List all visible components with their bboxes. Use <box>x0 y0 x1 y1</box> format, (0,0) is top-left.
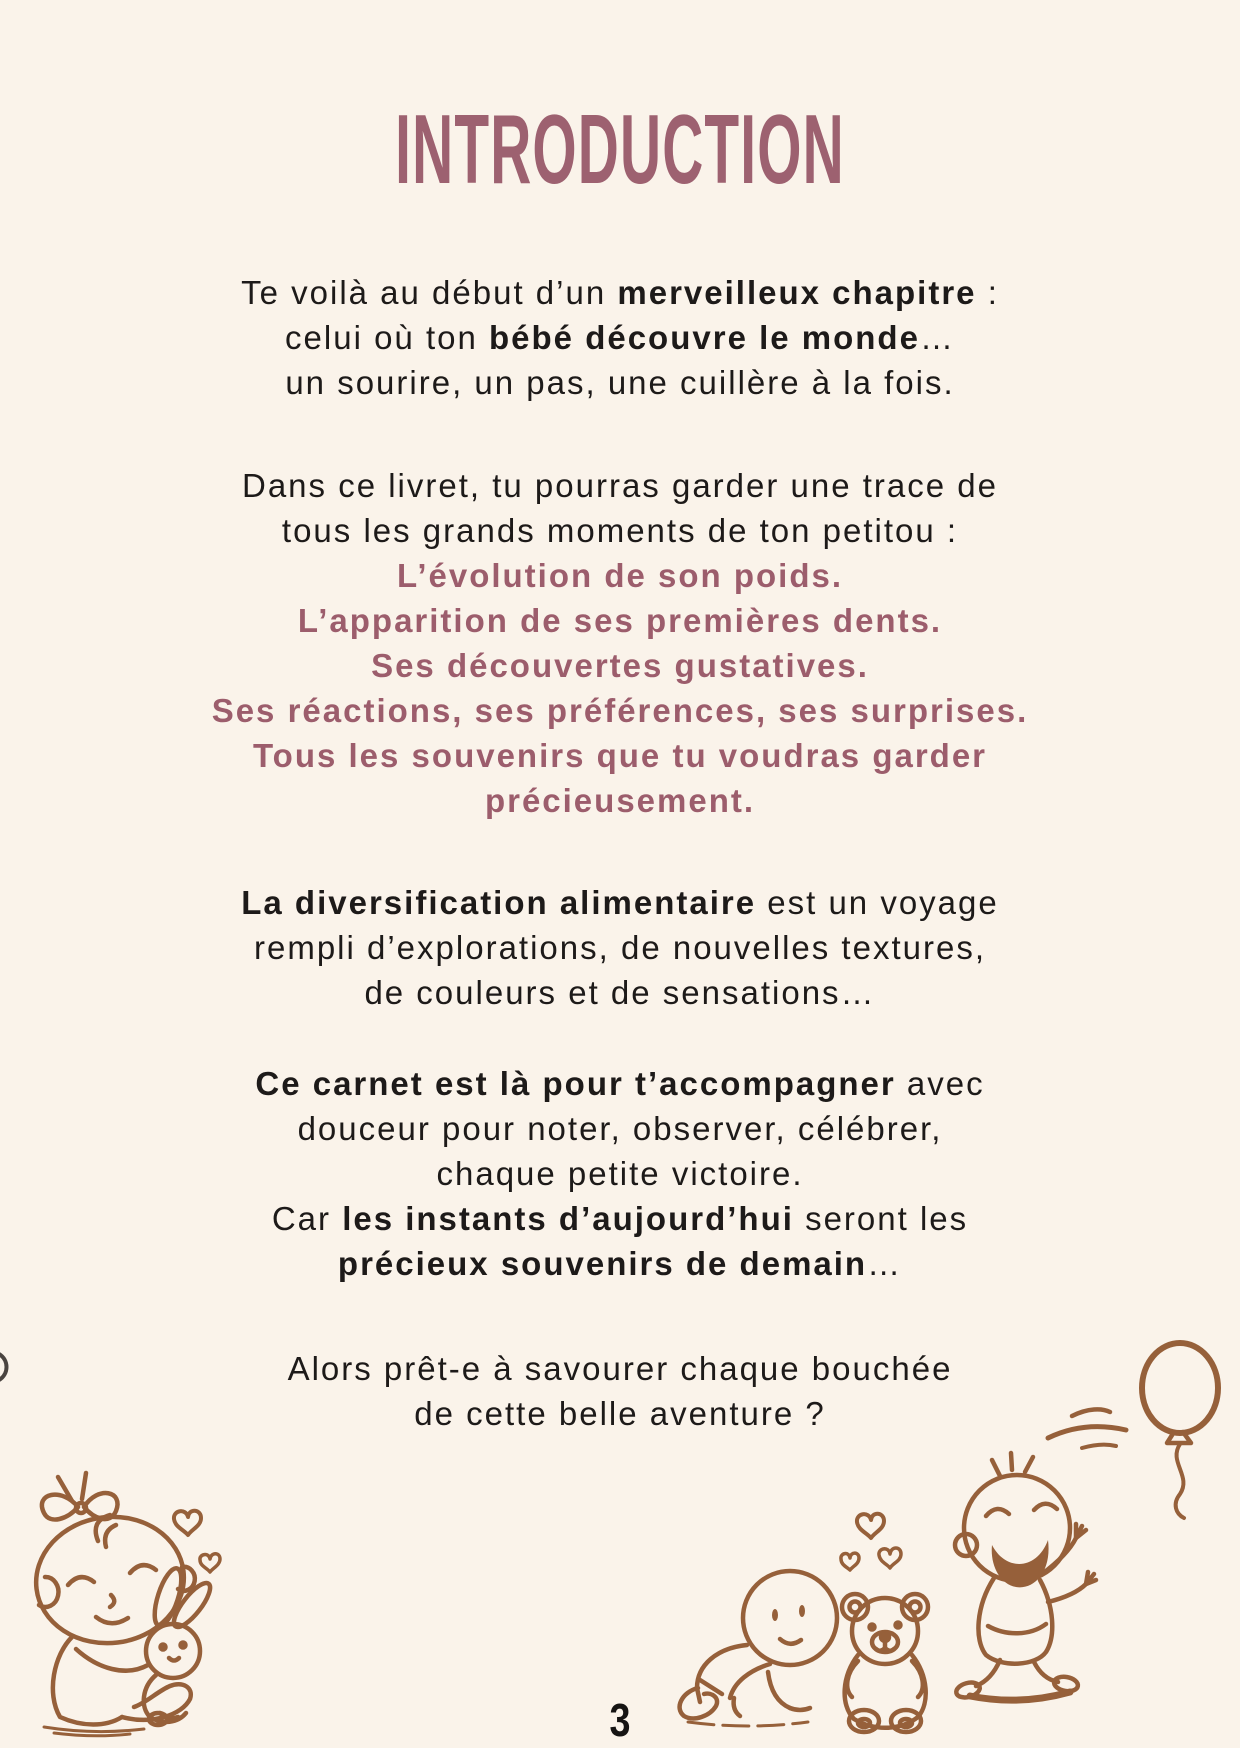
edge-curve-decoration <box>0 1352 14 1384</box>
text-line: douceur pour noter, observer, célébrer, <box>297 1110 943 1147</box>
text-line: un sourire, un pas, une cuillère à la fois. <box>285 364 955 401</box>
text-line: rempli d’explorations, de nouvelles textures, <box>253 929 986 966</box>
text-line: Te voilà au début d’un merveilleux chapitre : <box>241 274 999 311</box>
paragraph-diversification <box>100 880 1140 1015</box>
paragraph-closing-question <box>100 1346 1140 1436</box>
text-line: de cette belle aventure ? <box>414 1395 826 1432</box>
text-line: chaque petite victoire. <box>436 1155 804 1192</box>
text-line: L’évolution de son poids. <box>396 557 844 594</box>
page-number: 3 <box>609 1694 631 1746</box>
text-line: L’apparition de ses premières dents. <box>297 602 943 639</box>
paragraph-intro-welcome <box>100 270 1140 405</box>
text-line: Dans ce livret, tu pourras garder une trace de <box>241 467 998 504</box>
text-line: précieusement. <box>484 782 756 819</box>
text-line: La diversification alimentaire est un voyage <box>241 884 999 921</box>
text-line: Ses réactions, ses préférences, ses surprises. <box>211 692 1029 729</box>
hearts-illustration <box>838 1508 908 1588</box>
text-line: Ses découvertes gustatives. <box>371 647 869 684</box>
balloon-icon <box>1128 1338 1228 1523</box>
text-line: celui où ton bébé découvre le monde… <box>285 319 955 356</box>
wind-squiggle-icon <box>1038 1398 1138 1456</box>
text-block <box>100 270 1140 1436</box>
text-line: précieux souvenirs de demain… <box>337 1245 903 1282</box>
text-line: Alors prêt-e à savourer chaque bouchée <box>287 1350 953 1387</box>
paragraph-booklet-purpose <box>100 463 1140 823</box>
text-line: tous les grands moments de ton petitou : <box>281 512 959 549</box>
text-line: Tous les souvenirs que tu voudras garder <box>252 737 988 774</box>
text-line: Car les instants d’aujourd’hui seront les <box>271 1200 969 1237</box>
text-line: Ce carnet est là pour t’accompagner avec <box>255 1065 985 1102</box>
laughing-baby-illustration <box>942 1450 1092 1700</box>
paragraph-carnet-role <box>100 1061 1140 1286</box>
text-line: de couleurs et de sensations… <box>364 974 876 1011</box>
page-title: INTRODUCTION <box>395 94 845 204</box>
